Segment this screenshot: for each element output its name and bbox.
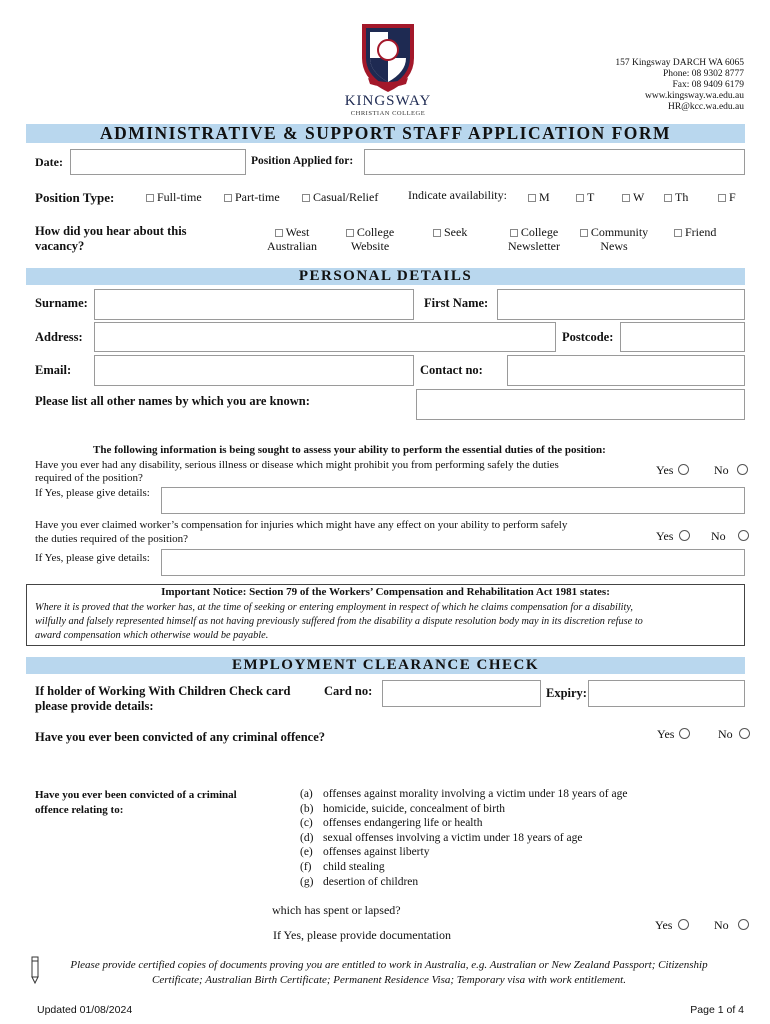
- expiry-field[interactable]: [588, 680, 745, 707]
- spent-yes-label: Yes: [655, 918, 673, 932]
- hear-option-seek[interactable]: Seek: [433, 225, 467, 239]
- hear-option-college-newsletter[interactable]: College Newsletter: [508, 225, 560, 253]
- card-no-field[interactable]: [382, 680, 541, 707]
- hear-option-college-website[interactable]: College Website: [334, 225, 406, 253]
- spent-no-radio[interactable]: [738, 919, 749, 930]
- convicted-no-radio[interactable]: [739, 728, 750, 739]
- q2-details-field[interactable]: [161, 549, 745, 576]
- full-time-checkbox[interactable]: [146, 194, 154, 202]
- offence-item: (c) offenses endangering life or health: [300, 817, 483, 830]
- contact-field[interactable]: [507, 355, 745, 386]
- q1-details-label: If Yes, please give details:: [35, 487, 150, 499]
- q2-yes-radio[interactable]: [679, 530, 690, 541]
- position-type-label: Position Type:: [35, 190, 115, 205]
- offence-item: (d) sexual offenses involving a victim under 18 years of age: [300, 831, 583, 844]
- notice-body: Where it is proved that the worker has, at the time of seeking or entering employment in respect of which he claims compensation for a disability, wilfully and falsely represented himself as not having previously suffered from the disability a dispute resolution body may in its discretion refuse to award compensation which otherwise would be payable.: [35, 602, 643, 641]
- logo-text: KINGSWAY: [344, 93, 432, 109]
- spent-no-label: No: [714, 918, 729, 932]
- pencil-icon: [28, 955, 42, 985]
- surname-field[interactable]: [94, 289, 414, 320]
- email-field[interactable]: [94, 355, 414, 386]
- entitlement-note: Please provide certified copies of documents proving you are entitled to work in Australia, e.g. Australian or New Zealand Passport; Citizenship Certificate; Australian Birth Certificate; Permanent Residence Visa; Temporary visa with work entitlement.: [70, 959, 708, 986]
- college-newsletter-checkbox[interactable]: [510, 229, 518, 237]
- hear-option-west-australian[interactable]: West Australian: [267, 225, 317, 253]
- email-link[interactable]: HR@kcc.wa.edu.au: [667, 102, 744, 112]
- first-name-label: First Name:: [424, 296, 489, 310]
- card-no-label: Card no:: [324, 684, 373, 698]
- day-m-option[interactable]: M: [528, 190, 550, 205]
- health-intro: The following information is being sought to assess your ability to perform the essential duties of the position:: [93, 444, 606, 456]
- page-number: Page 1 of 4: [690, 1004, 744, 1016]
- part-time-option[interactable]: Part-time: [224, 190, 280, 205]
- community-news-checkbox[interactable]: [580, 229, 588, 237]
- convicted-question: Have you ever been convicted of any criminal offence?: [35, 730, 325, 744]
- expiry-label: Expiry:: [546, 686, 587, 700]
- updated-date: Updated 01/08/2024: [37, 1004, 133, 1016]
- offence-relating-label: Have you ever been convicted of a criminal offence relating to:: [35, 789, 237, 816]
- date-field[interactable]: [70, 149, 246, 175]
- friend-checkbox[interactable]: [674, 229, 682, 237]
- notice-title: Important Notice: Section 79 of the Workers’ Compensation and Rehabilitation Act 1981 states:: [161, 586, 610, 598]
- q1-no-label: No: [714, 463, 729, 477]
- convicted-yes-label: Yes: [657, 727, 675, 741]
- hear-option-friend[interactable]: Friend: [674, 225, 716, 239]
- wwc-label: If holder of Working With Children Check card please provide details:: [35, 684, 291, 713]
- casual-option[interactable]: Casual/Relief: [302, 190, 378, 205]
- part-time-checkbox[interactable]: [224, 194, 232, 202]
- day-th-option[interactable]: Th: [664, 190, 688, 205]
- q1-yes-label: Yes: [656, 463, 674, 477]
- address-label: Address:: [35, 330, 83, 344]
- day-t-checkbox[interactable]: [576, 194, 584, 202]
- clearance-heading: EMPLOYMENT CLEARANCE CHECK: [26, 657, 745, 674]
- provide-docs-label: If Yes, please provide documentation: [273, 928, 451, 942]
- address-line: 157 Kingsway DARCH WA 6065: [615, 58, 744, 68]
- phone-line: Phone: 08 9302 8777: [662, 69, 744, 79]
- position-applied-label: Position Applied for:: [251, 155, 354, 167]
- college-logo: [340, 20, 436, 118]
- date-label: Date:: [35, 155, 63, 169]
- logo-subtext: CHRISTIAN COLLEGE: [350, 110, 426, 117]
- fax-line: Fax: 08 9409 6179: [672, 80, 744, 90]
- day-f-checkbox[interactable]: [718, 194, 726, 202]
- offence-item: (e) offenses against liberty: [300, 846, 430, 859]
- day-f-option[interactable]: F: [718, 190, 736, 205]
- offence-item: (a) offenses against morality involving a victim under 18 years of age: [300, 788, 628, 800]
- college-website-checkbox[interactable]: [346, 229, 354, 237]
- west-australian-checkbox[interactable]: [275, 229, 283, 237]
- q2-yes-label: Yes: [656, 529, 674, 543]
- day-m-checkbox[interactable]: [528, 194, 536, 202]
- position-applied-field[interactable]: [364, 149, 745, 175]
- college-address: [524, 58, 744, 113]
- casual-checkbox[interactable]: [302, 194, 310, 202]
- website-link[interactable]: www.kingsway.wa.edu.au: [644, 91, 744, 101]
- offence-item: (b) homicide, suicide, concealment of birth: [300, 802, 506, 815]
- q1-no-radio[interactable]: [737, 464, 748, 475]
- q2-details-label: If Yes, please give details:: [35, 552, 150, 564]
- day-w-option[interactable]: W: [622, 190, 644, 205]
- spent-yes-radio[interactable]: [678, 919, 689, 930]
- address-field[interactable]: [94, 322, 556, 352]
- q2-no-label: No: [711, 529, 726, 543]
- offence-item: (f) child stealing: [300, 860, 385, 873]
- crest-icon: [340, 20, 436, 94]
- convicted-no-label: No: [718, 727, 733, 741]
- email-label: Email:: [35, 363, 72, 377]
- q2-no-radio[interactable]: [738, 530, 749, 541]
- health-q1: Have you ever had any disability, serious illness or disease which might prohibit you from performing safely the duties required of the position?: [35, 459, 559, 484]
- personal-details-heading: PERSONAL DETAILS: [26, 268, 745, 285]
- offence-item: (g) desertion of children: [300, 875, 419, 888]
- spent-question: which has spent or lapsed?: [272, 903, 401, 917]
- availability-label: Indicate availability:: [408, 188, 507, 202]
- hear-about-label: How did you hear about this vacancy?: [35, 224, 187, 253]
- q1-yes-radio[interactable]: [678, 464, 689, 475]
- health-q2: Have you ever claimed worker’s compensation for injuries which might have any effect on your ability to perform safely the duties required of the position?: [35, 519, 568, 545]
- day-th-checkbox[interactable]: [664, 194, 672, 202]
- day-w-checkbox[interactable]: [622, 194, 630, 202]
- form-title: ADMINISTRATIVE & SUPPORT STAFF APPLICATION FORM: [26, 124, 745, 143]
- postcode-label: Postcode:: [562, 330, 614, 344]
- day-t-option[interactable]: T: [576, 190, 594, 205]
- surname-label: Surname:: [35, 296, 88, 310]
- other-names-field[interactable]: [416, 389, 745, 420]
- hear-option-community-news[interactable]: Community News: [574, 225, 654, 253]
- first-name-field[interactable]: [497, 289, 745, 320]
- contact-label: Contact no:: [420, 363, 483, 377]
- seek-checkbox[interactable]: [433, 229, 441, 237]
- q1-details-field[interactable]: [161, 487, 745, 514]
- postcode-field[interactable]: [620, 322, 745, 352]
- full-time-option[interactable]: Full-time: [146, 190, 202, 205]
- other-names-label: Please list all other names by which you are known:: [35, 394, 310, 408]
- offence-list: [300, 787, 627, 889]
- convicted-yes-radio[interactable]: [679, 728, 690, 739]
